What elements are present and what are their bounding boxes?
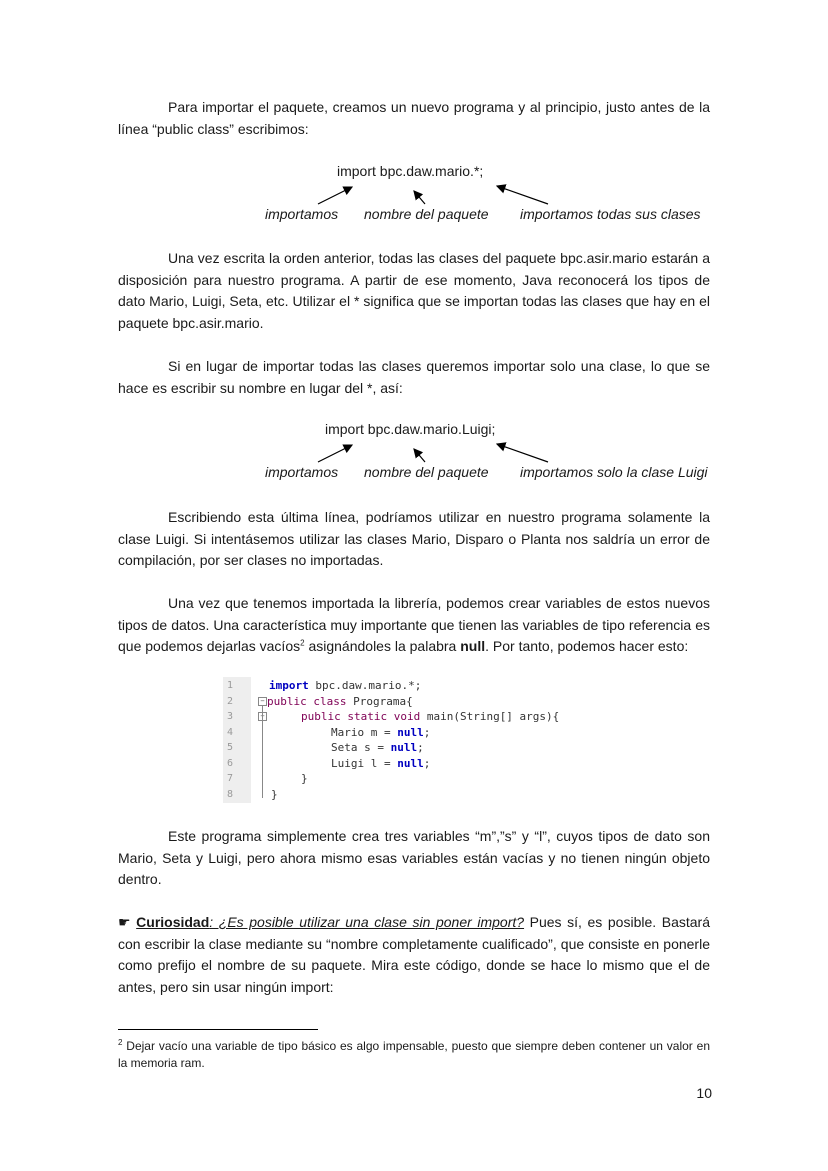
arrow-luigi (497, 444, 548, 462)
paragraph-single-class: Si en lugar de importar todas las clases queremos importar solo una clase, lo que se hace es escribir su nombre en lugar del *, así: (118, 358, 710, 396)
fold-toggle-icon: − (258, 697, 267, 706)
line-number: 8 (227, 788, 234, 800)
footnote: $^2$ Dejar vacío una variable de tipo básico es algo impensable, puesto que siempre deben contener un valor en la memoria ram. (118, 1038, 710, 1070)
line-number: 2 (227, 695, 234, 707)
caption-solo-luigi: importamos solo la clase Luigi (520, 464, 708, 480)
line-number: 7 (227, 773, 234, 784)
arrow-clases (497, 186, 548, 204)
caption-nombre-paquete: nombre del paquete (364, 206, 489, 222)
code-line: } (271, 787, 278, 801)
paragraph-import-intro: Para importar el paquete, creamos un nuevo programa y al principio, justo antes de la línea “public class” escribimos: (118, 99, 710, 137)
code-line: public class Programa{ (267, 694, 413, 708)
line-number: 6 (227, 757, 234, 769)
arrow-importamos (318, 187, 352, 204)
fold-toggle-icon: − (258, 712, 267, 721)
code-line: public static void main(String[] args){ (301, 710, 560, 723)
code-line: } (301, 772, 308, 785)
paragraph-null: Una vez que tenemos importada la librería, podemos crear variables de estos nuevos tipos de datos. Una característica muy importante que tienen las variables de tipo referencia es que podemos dejarlas vacíos$^2$ asignándoles la palabra null. Por tanto, podemos hacer esto: (118, 595, 710, 654)
code-line: import bpc.daw.mario.*; (269, 679, 422, 692)
paragraph-last-line: Escribiendo esta última línea, podríamos utilizar en nuestro programa solamente la clase Luigi. Si intentásemos utilizar las clases Mario, Disparo o Planta nos saldría un error de compilación, por ser clases no importadas. (118, 509, 710, 568)
code-line: Luigi l = null; (331, 756, 431, 770)
paragraph-program-explanation: Este programa simplemente crea tres variables “m”,”s” y “l”, cuyos tipos de dato son Mario, Seta y Luigi, pero ahora mismo esas variables están vacías y no tienen ningún objeto dentro. (118, 828, 710, 887)
pointing-hand-icon: ☛ (118, 914, 131, 930)
caption-importamos-2: importamos (265, 464, 339, 480)
line-number: 1 (227, 680, 234, 691)
code-snippet (223, 677, 607, 803)
arrow-importamos-2 (318, 445, 352, 462)
fold-guide (262, 706, 263, 798)
import-statement-luigi: import bpc.daw.mario.Luigi; (325, 421, 496, 437)
caption-todas-clases: importamos todas sus clases (520, 206, 701, 222)
line-number: 4 (227, 726, 234, 738)
caption-nombre-paquete-2: nombre del paquete (364, 464, 489, 480)
footnote-divider (118, 1029, 318, 1030)
code-line: Seta s = null; (331, 741, 424, 754)
paragraph-curiosidad: ☛ Curiosidad: ¿Es posible utilizar una clase sin poner import? Pues sí, es posible. Bastará con escribir la clase mediante su “nombre completamente cualificado”, que consiste en ponerle como prefijo el nombre de su paquete. Mira este código, donde se hace lo mismo que el de antes, pero sin usar ningún import: (118, 914, 710, 995)
arrow-paquete (414, 191, 425, 204)
page-number: 10 (696, 1085, 712, 1101)
caption-importamos: importamos (265, 206, 339, 222)
import-statement-all: import bpc.daw.mario.*; (337, 163, 484, 179)
line-number-gutter (223, 677, 251, 803)
paragraph-import-explanation: Una vez escrita la orden anterior, todas las clases del paquete bpc.asir.mario estarán a disposición para nuestro programa. A partir de ese momento, Java reconocerá los tipos de dato Mario, Luigi, Seta, etc. Utilizar el * significa que se importan todas las clases que hay en el paquete bpc.asir.mario. (118, 250, 710, 331)
arrow-paquete-2 (414, 449, 425, 462)
code-line: Mario m = null; (331, 725, 431, 739)
line-number: 3 (227, 711, 234, 722)
line-number: 5 (227, 742, 234, 753)
